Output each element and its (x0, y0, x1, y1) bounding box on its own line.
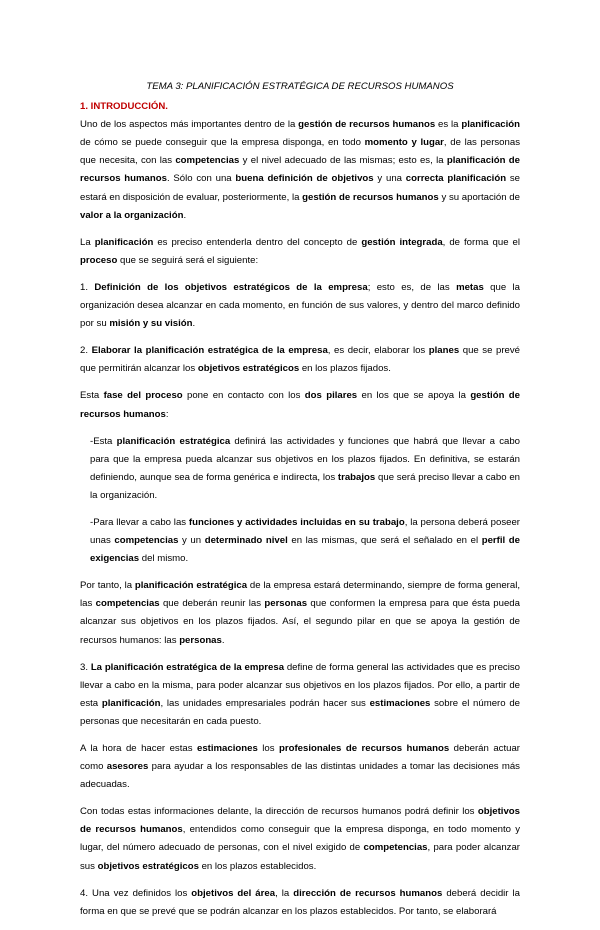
paragraph-step-3 (80, 659, 520, 731)
text-run: los (257, 743, 279, 754)
text-run: 1. (80, 281, 95, 293)
text-run: definirá las actividades y funciones que habrá que llevar a cabo para que la empresa pueda alcanzar sus objetivos en los plazos fijados. En definitiva, se estarán definiendo, aunque sea de forma genérica e indirecta, los (90, 435, 521, 483)
bold-term: asesores (106, 761, 149, 773)
bold-term: trabajos (337, 471, 376, 483)
text-run: Por tanto, la (80, 580, 135, 592)
bold-term: objetivos de recursos humanos (80, 806, 520, 836)
bold-term: momento y lugar (364, 137, 444, 149)
text-run: para ayudar a los responsables de las distintas unidades a tomar las decisiones más adecuadas. (80, 761, 520, 791)
paragraph-step-1 (80, 279, 520, 333)
text-run: ; esto es, de las (367, 281, 457, 293)
bold-term: planificación (101, 697, 161, 709)
paragraph-step-2 (80, 342, 520, 378)
text-run: Uno de los aspectos más importantes dentro de la (80, 119, 299, 131)
document-title: TEMA 3: PLANIFICACIÓN ESTRATÉGICA DE RECURSOS HUMANOS (146, 81, 454, 92)
bold-term: estimaciones (369, 697, 431, 709)
bold-term: gestión de recursos humanos (302, 191, 439, 203)
bold-term: misión y su visión (109, 318, 193, 330)
bold-term: dos pilares (304, 390, 358, 402)
text-run: -Para llevar a cabo las (90, 516, 189, 528)
text-run: Con todas estas informaciones delante, la dirección de recursos humanos podrá definir los (80, 806, 478, 818)
bold-term: competencias (175, 155, 240, 167)
bold-term: planificación estratégica (134, 580, 248, 592)
bold-term: competencias (95, 598, 160, 610)
text-run: : (165, 408, 169, 420)
bold-term: Elaborar la planificación estratégica de la empresa (91, 345, 328, 357)
text-run: y el nivel adecuado de las mismas; esto es, la (239, 155, 447, 167)
bold-term: competencias (114, 535, 179, 547)
text-run: , las unidades empresariales podrán hacer sus (160, 697, 370, 709)
text-run: , la (275, 887, 294, 899)
text-run: A la hora de hacer estas (80, 743, 197, 754)
text-run: que se seguirá será el siguiente: (117, 254, 259, 266)
text-run: que la organización desea alcanzar en cada momento, en función de sus valores, y dentro del marco definido por su (80, 281, 521, 330)
paragraph-step-4 (80, 885, 520, 921)
text-run: , de las personas que necesita, con las (80, 137, 520, 167)
bold-term: gestión integrada (361, 236, 443, 248)
bold-term: metas (456, 281, 484, 293)
text-run: que conformen la empresa para que ésta pueda alcanzar sus objetivos en los plazos fijados. Así, el segundo pilar en que se apoya la gestión de recursos humanos: las (80, 598, 520, 646)
bold-term: personas (179, 634, 222, 646)
bold-term: profesionales de recursos humanos (279, 743, 450, 754)
text-run: , para poder alcanzar sus (80, 842, 520, 872)
text-run: que deberán reunir las (159, 598, 265, 610)
text-run: en los que se apoya la (357, 390, 471, 402)
bold-term: funciones y actividades incluidas en su trabajo (188, 516, 405, 528)
text-run: sobre el número de personas que necesitarán en cada puesto. (80, 697, 520, 727)
paragraph-estimaciones (80, 740, 520, 794)
bold-term: perfil de exigencias (90, 535, 520, 565)
document-page (80, 78, 520, 930)
text-run: -Esta (90, 435, 117, 447)
text-run: Esta (80, 390, 104, 402)
bold-term: gestión de recursos humanos (80, 390, 520, 420)
bold-term: planificación (461, 119, 520, 131)
text-run: de la empresa estará determinando, siempre de forma general, las (80, 580, 520, 610)
bold-term: objetivos estratégicos (97, 860, 199, 872)
text-run: , es decir, elaborar los (327, 345, 429, 357)
bold-term: planificación (94, 236, 154, 248)
bold-term: Definición de los objetivos estratégicos de la empresa (94, 281, 368, 293)
bold-term: planes (428, 345, 460, 357)
bold-term: competencias (363, 842, 428, 854)
bold-term: planificación de recursos humanos (80, 155, 520, 185)
bold-term: valor a la organización (80, 209, 184, 221)
paragraph-fase-proceso (80, 387, 520, 423)
bold-term: estimaciones (196, 743, 258, 754)
paragraph-por-tanto (80, 577, 520, 649)
bold-term: proceso (80, 254, 118, 266)
text-run: 3. (80, 661, 91, 673)
paragraph-pilar-2 (80, 514, 520, 568)
section-heading-introduccion: 1. INTRODUCCIÓN. (80, 101, 168, 113)
text-run: , de forma que el (442, 236, 520, 248)
text-run: es preciso entenderla dentro del concepto de (153, 236, 362, 248)
paragraph-objetivos-rrhh (80, 803, 520, 875)
text-run: y una (373, 173, 406, 185)
bold-term: La planificación estratégica de la empresa (90, 661, 285, 673)
bold-term: determinado nivel (204, 535, 288, 547)
text-run: pone en contacto con los (182, 390, 305, 402)
text-run: deberán actuar como (80, 743, 520, 773)
paragraph-planificacion (80, 234, 520, 270)
bold-term: objetivos estratégicos (197, 363, 300, 375)
text-run: de cómo se puede conseguir que la empresa disponga, en todo (80, 137, 365, 149)
text-run: define de forma general las actividades que es preciso llevar a cabo en la misma, para poder alcanzar sus objetivos en los plazos fijados. Por ello, a partir de esta (80, 661, 520, 709)
bold-term: planificación estratégica (116, 435, 231, 447)
text-run: en los plazos fijados. (299, 363, 391, 375)
text-run: , la persona deberá poseer unas (90, 516, 520, 547)
paragraph-intro (80, 116, 520, 225)
text-run: 4. Una vez definidos los (80, 887, 192, 899)
text-run: que será preciso llevar a cabo en la organización. (90, 471, 520, 501)
paragraph-pilar-1 (80, 433, 520, 505)
text-run: y un (178, 535, 205, 547)
bold-term: buena definición de objetivos (235, 173, 374, 185)
text-run: en los plazos establecidos. (198, 860, 317, 872)
text-run: . (183, 209, 187, 221)
bold-term: dirección de recursos humanos (293, 887, 443, 899)
text-run: que se prevé que permitirán alcanzar los (80, 345, 520, 375)
text-run: y su aportación de (438, 191, 520, 203)
text-run: se estará en disposición de evaluar, posteriormente, la (80, 173, 520, 203)
bold-term: personas (264, 598, 308, 610)
bold-term: gestión de recursos humanos (298, 119, 436, 131)
bold-term: fase del proceso (103, 390, 183, 402)
text-run: . (192, 318, 196, 330)
text-run: del mismo. (139, 553, 189, 565)
text-run: deberá decidir la forma en que se prevé que se podrán alcanzar en los plazos establecidos. Por tanto, se elaborará (80, 887, 520, 917)
bold-term: correcta planificación (405, 173, 507, 185)
text-run: . (221, 634, 225, 646)
text-run: La (80, 236, 95, 248)
bold-term: objetivos del área (191, 887, 276, 899)
text-run: 2. (80, 345, 92, 357)
text-run: en las mismas, que será el señalado en el (287, 535, 482, 547)
text-run: . Sólo con una (166, 173, 236, 185)
text-run: es la (435, 119, 462, 131)
text-run: , entendidos como conseguir que la empresa disponga, en todo momento y lugar, del número adecuado de personas, con el nivel exigido de (80, 824, 520, 854)
